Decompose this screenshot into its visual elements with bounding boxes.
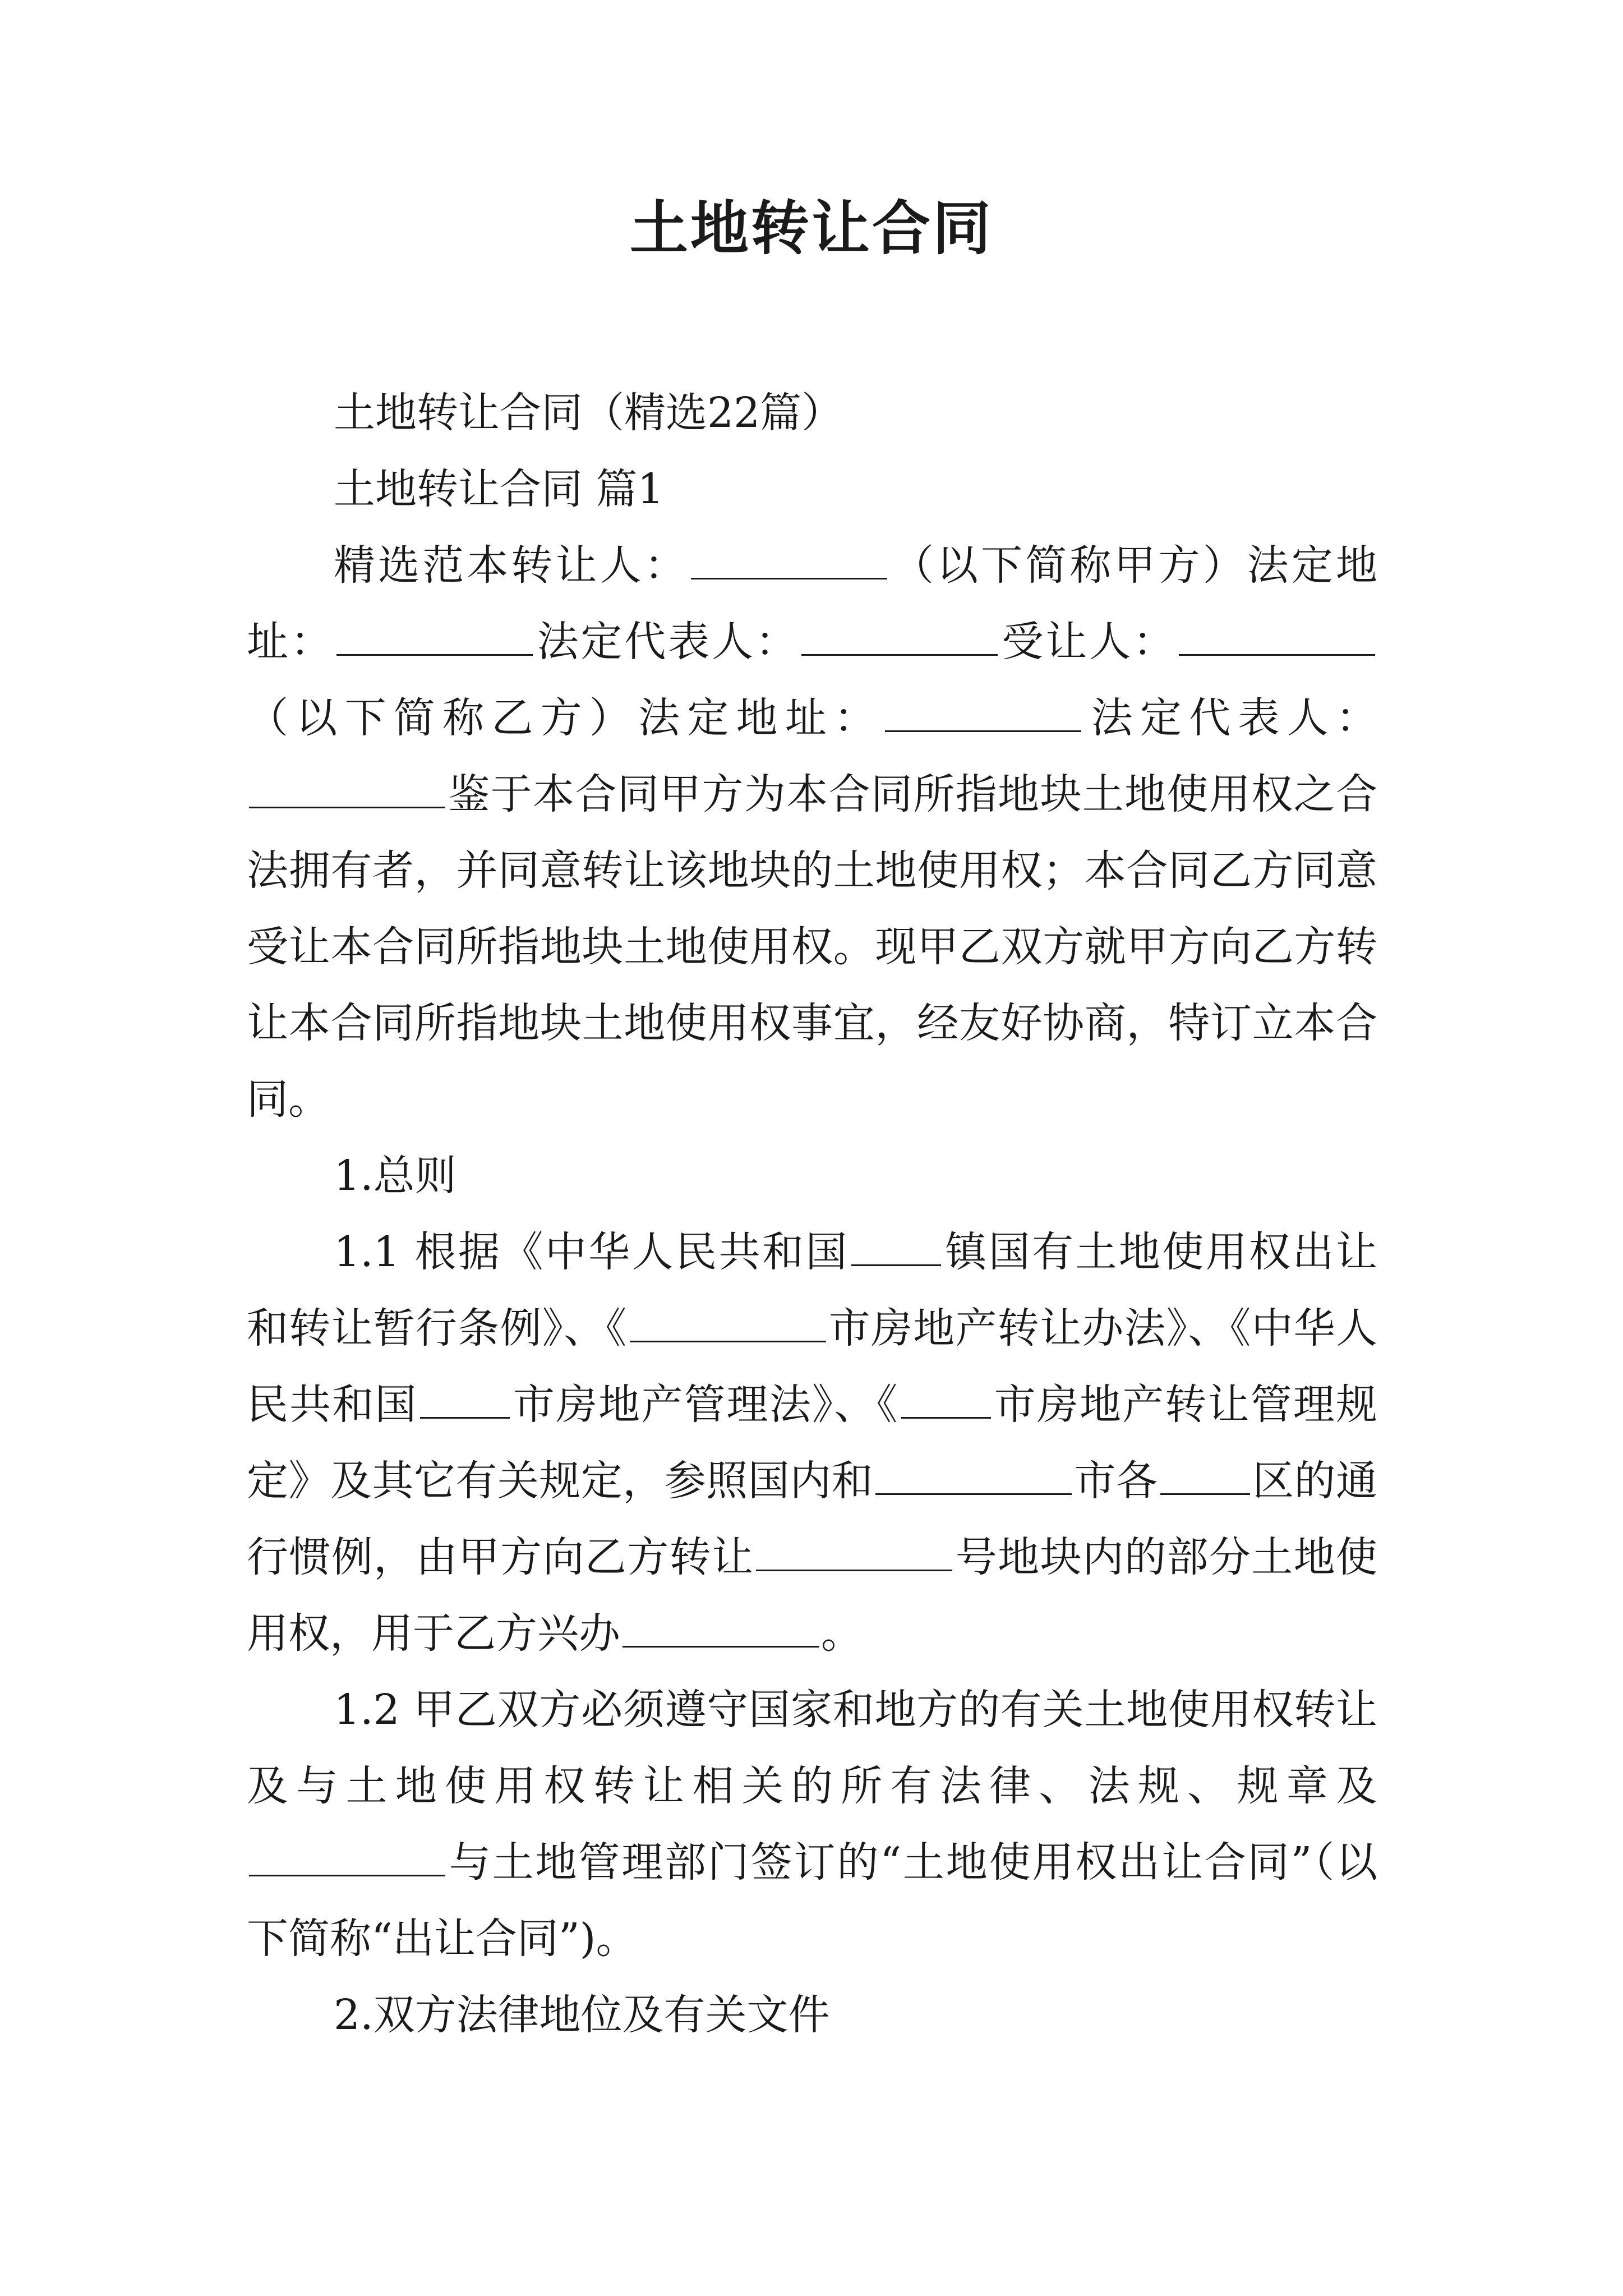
text-run: 区的通行惯例，由甲方向乙方转让 xyxy=(247,1457,1378,1581)
section-heading-1 xyxy=(247,451,1377,527)
text-run: 市房地产转让办法》、《中华人民共和国 xyxy=(247,1304,1377,1429)
fill-blank[interactable] xyxy=(630,1301,826,1342)
text-run: 号地块内的部分土地使用权，用于乙方兴办 xyxy=(247,1533,1378,1658)
text-run: 市各 xyxy=(1074,1457,1158,1505)
text-run: 法定代表人： xyxy=(1083,694,1378,742)
section-heading-legal-status-text: 2.双方法律地位及有关文件 xyxy=(334,1991,830,2039)
text-run: 1.1 根据《中华人民共和国 xyxy=(334,1228,849,1276)
clause-1-1 xyxy=(247,1214,1377,1672)
subtitle-text: 土地转让合同（精选22篇） xyxy=(334,389,843,437)
fill-blank[interactable] xyxy=(851,1225,941,1266)
fill-blank[interactable] xyxy=(901,1378,991,1419)
subtitle xyxy=(247,375,1377,451)
text-run: 市房地产转让管理规定》及其它有关规定，参照国内和 xyxy=(247,1381,1378,1505)
fill-blank[interactable] xyxy=(336,615,533,656)
text-run: 镇国有土地使用权出让和转让暂行条例》、《 xyxy=(247,1228,1377,1352)
text-run: （以下简称乙方）法定地址： xyxy=(247,694,883,742)
fill-blank[interactable] xyxy=(756,1530,952,1571)
fill-blank[interactable] xyxy=(875,1454,1072,1495)
fill-blank[interactable] xyxy=(420,1378,510,1419)
fill-blank[interactable] xyxy=(249,1835,445,1876)
fill-blank[interactable] xyxy=(1179,615,1375,656)
fill-blank[interactable] xyxy=(801,615,998,656)
text-run: 。 xyxy=(821,1609,863,1658)
document-body xyxy=(247,375,1377,2053)
text-run: 与土地管理部门签订的“土地使用权出让合同”（以下简称“出让合同”)。 xyxy=(247,1838,1377,1963)
fill-blank[interactable] xyxy=(1160,1454,1250,1495)
text-run: 市房地产管理法》、《 xyxy=(511,1381,899,1429)
text-run: 1.2 甲乙双方必须遵守国家和地方的有关土地使用权转让及与土地使用权转让相关的所有法律、法规、规章及 xyxy=(247,1686,1377,1810)
section-heading-general xyxy=(247,1138,1377,1214)
text-run: （以下简称甲方）法定地址： xyxy=(247,541,1378,666)
document-title: 土地转让合同 xyxy=(629,194,993,263)
fill-blank[interactable] xyxy=(885,691,1081,732)
fill-blank[interactable] xyxy=(249,767,445,808)
text-run: 鉴于本合同甲方为本合同所指地块土地使用权之合法拥有者，并同意转让该地块的土地使用权；本合同乙方同意受让本合同所指地块土地使用权。现甲乙双方就甲方向乙方转让本合同所指地块土地使用权事宜，经友好协商，特订立本合同。 xyxy=(247,770,1377,1124)
text-run: 精选范本转让人： xyxy=(334,541,689,590)
section-heading-1-text: 土地转让合同 篇1 xyxy=(334,465,664,513)
text-run: 法定代表人： xyxy=(534,618,799,666)
fill-blank[interactable] xyxy=(623,1607,819,1648)
clause-1-2 xyxy=(247,1672,1377,1977)
section-heading-legal-status xyxy=(247,1977,1377,2053)
text-run: 受让人： xyxy=(999,618,1177,666)
fill-blank[interactable] xyxy=(691,539,887,579)
preamble-paragraph xyxy=(247,527,1377,1138)
section-heading-general-text: 1.总则 xyxy=(334,1152,457,1200)
